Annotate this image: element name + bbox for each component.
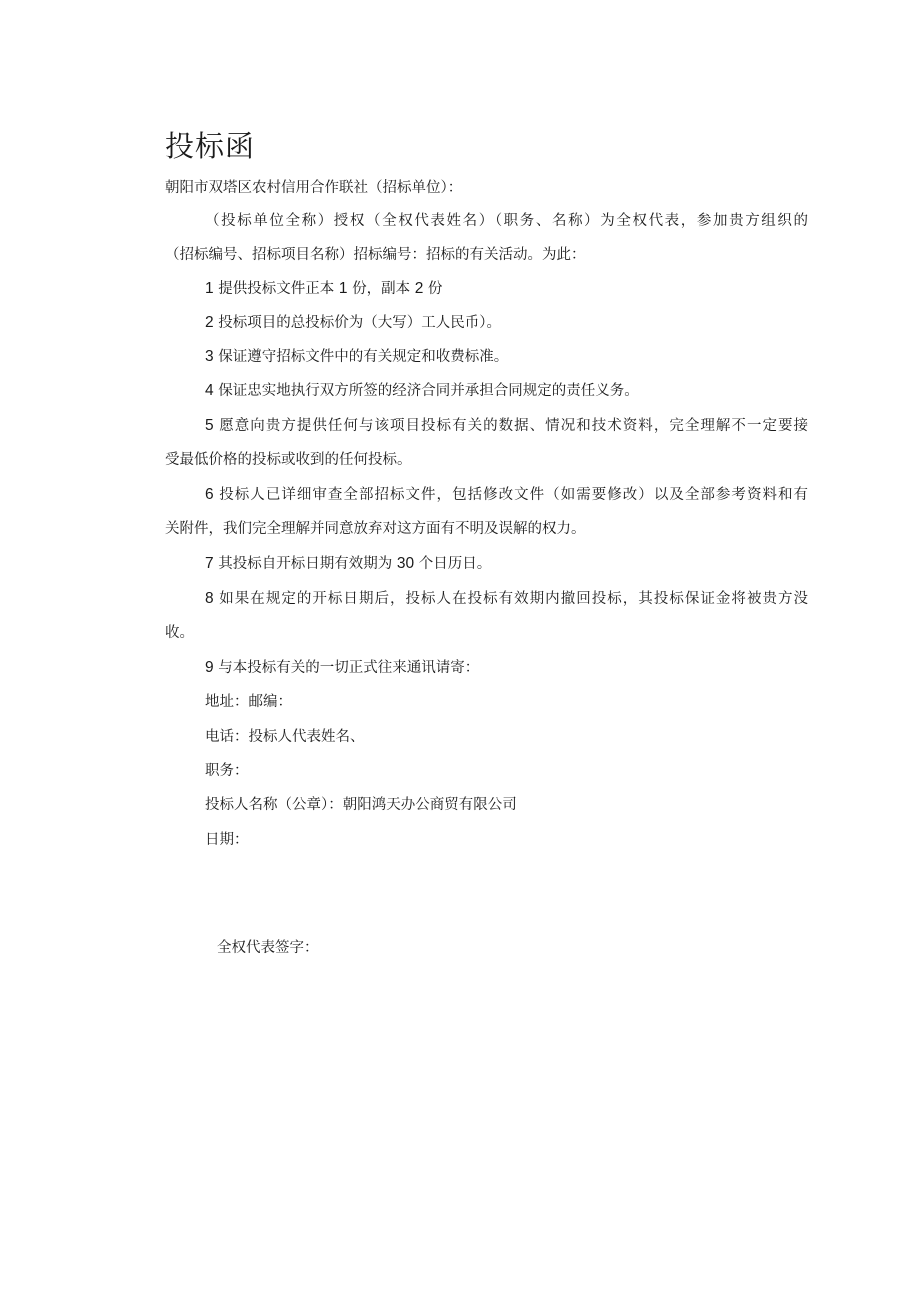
position-line: 职务： — [205, 763, 249, 779]
item-number: 2 — [205, 314, 214, 331]
intro-line-2: （招标编号、招标项目名称）招标编号：招标的有关活动。为此： — [165, 247, 586, 263]
item-text: 与本投标有关的一切正式往来通讯请寄： — [218, 660, 480, 676]
item-number: 2 — [414, 280, 424, 297]
item-number: 30 — [396, 555, 415, 572]
date-line: 日期： — [205, 832, 249, 848]
item-1 — [205, 279, 442, 299]
item-4 — [205, 381, 639, 401]
item-text: 投标人已详细审查全部招标文件，包括修改文件（如需要修改）以及全部参考资料和有 — [219, 487, 809, 503]
item-5 — [205, 416, 808, 436]
item-5-continuation: 受最低价格的投标或收到的任何投标。 — [165, 452, 412, 468]
item-number: 8 — [205, 590, 214, 607]
addressee-line: 朝阳市双塔区农村信用合作联社（招标单位）： — [165, 180, 463, 196]
item-3 — [205, 347, 508, 367]
bidder-name-line: 投标人名称（公章）：朝阳鸿天办公商贸有限公司 — [205, 797, 517, 813]
item-9 — [205, 658, 479, 678]
item-number: 5 — [205, 417, 214, 434]
item-text: 个日历日。 — [418, 556, 492, 572]
item-text: 如果在规定的开标日期后，投标人在投标有效期内撤回投标，其投标保证金将被贵方没 — [219, 591, 809, 607]
item-text: 提供投标文件正本 — [218, 281, 335, 297]
item-number: 1 — [205, 280, 214, 297]
item-text: 其投标自开标日期有效期为 — [218, 556, 393, 572]
item-text: 保证忠实地执行双方所签的经济合同并承担合同规定的责任义务。 — [218, 383, 639, 399]
item-text: 投标项目的总投标价为（大写）工人民币）。 — [218, 315, 501, 331]
item-number: 6 — [205, 486, 214, 503]
item-number: 9 — [205, 659, 214, 676]
phone-line: 电话：投标人代表姓名、 — [205, 729, 365, 745]
item-number: 7 — [205, 555, 214, 572]
item-7 — [205, 554, 491, 574]
intro-line-1: （投标单位全称）授权（全权代表姓名）（职务、名称）为全权代表，参加贵方组织的 — [205, 213, 808, 229]
item-6-continuation: 关附件，我们完全理解并同意放弃对这方面有不明及误解的权力。 — [165, 521, 586, 537]
item-8-continuation: 收。 — [165, 625, 194, 641]
address-line: 地址：邮编： — [205, 694, 292, 710]
signature-line: 全权代表签字： — [217, 940, 319, 956]
item-6 — [205, 485, 808, 505]
item-2 — [205, 313, 501, 333]
item-number: 3 — [205, 348, 214, 365]
item-number: 1 — [338, 280, 348, 297]
item-text: 保证遵守招标文件中的有关规定和收费标准。 — [218, 349, 509, 365]
item-text: 份，副本 — [352, 281, 411, 297]
item-number: 4 — [205, 382, 214, 399]
item-text: 份 — [427, 281, 443, 297]
item-8 — [205, 589, 808, 609]
document-title: 投标函 — [165, 129, 256, 163]
item-text: 愿意向贵方提供任何与该项目投标有关的数据、情况和技术资料，完全理解不一定要接 — [219, 418, 809, 434]
